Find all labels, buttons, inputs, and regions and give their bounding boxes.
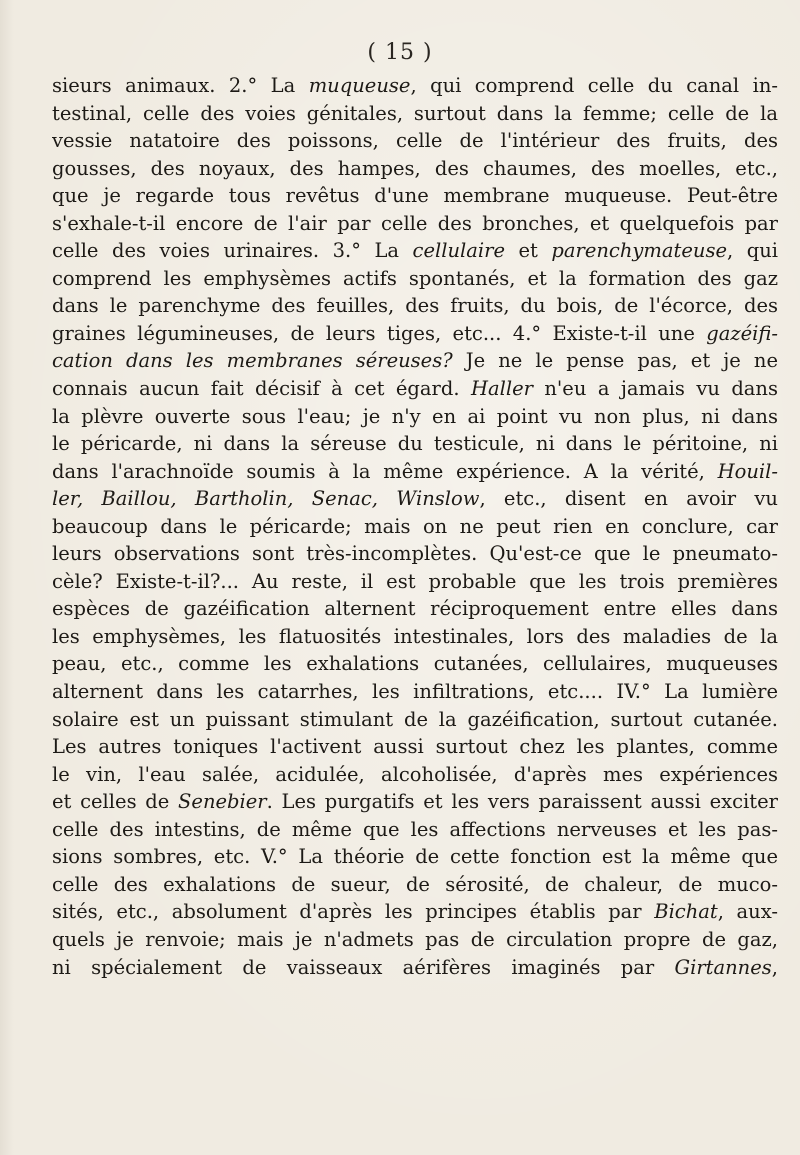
text-segment: s'exhale-t-il encore de l'air par celle des bronches, et quelquefois par — [52, 211, 778, 235]
text-segment: Les autres toniques l'activent aussi surtout chez les plantes, comme — [52, 735, 778, 759]
text-segment: vessie natatoire des poissons, celle de l'intérieur des fruits, des — [52, 129, 778, 153]
body-text — [52, 72, 778, 981]
text-line — [52, 926, 778, 954]
text-line — [52, 871, 778, 899]
text-segment: beaucoup dans le péricarde; mais on ne peut rien en conclure, car — [52, 514, 778, 538]
italic-text: Haller — [470, 377, 533, 401]
text-segment: Je ne le pense pas, et je ne — [452, 349, 778, 373]
italic-text: parenchymateuse — [551, 239, 728, 263]
text-segment: dans l'arachnoïde soumis à la même expérience. A la vérité, — [52, 459, 718, 483]
text-line — [52, 788, 778, 816]
text-segment: leurs observations sont très-incomplètes. Qu'est-ce que le pneumato- — [52, 542, 778, 566]
text-segment: peau, etc., comme les exhalations cutanées, cellulaires, muqueuses — [52, 652, 778, 676]
text-segment: et celles de — [52, 790, 179, 814]
text-segment: celle des exhalations de sueur, de sérosité, de chaleur, de muco- — [52, 872, 778, 896]
text-segment: que je regarde tous revêtus d'une membrane muqueuse. Peut-être — [52, 184, 778, 208]
text-segment: sieurs animaux. 2.° La — [52, 74, 309, 97]
text-segment: , aux- — [717, 900, 778, 924]
italic-text: cellulaire — [412, 239, 506, 263]
text-segment: gousses, des noyaux, des hampes, des chaumes, des moelles, etc., — [52, 156, 778, 180]
text-line — [52, 430, 778, 458]
text-line — [52, 320, 778, 348]
text-segment: comprend les emphysèmes actifs spontanés, et la formation des gaz — [52, 266, 778, 290]
text-line — [52, 237, 778, 265]
text-segment: sités, etc., absolument d'après les principes établis par — [52, 900, 655, 924]
text-line — [52, 706, 778, 734]
text-line — [52, 458, 778, 486]
italic-text: ler, Baillou, Bartholin, Senac, Winslow — [52, 487, 480, 511]
text-segment: ni spécialement de vaisseaux aérifères imaginés par — [52, 955, 675, 979]
italic-text: Bichat — [654, 900, 718, 924]
text-segment: celle des voies urinaires. 3.° La — [52, 239, 413, 263]
text-segment: cèle? Existe-t-il?... Au reste, il est probable que les trois premières — [52, 569, 778, 593]
italic-text: Senebier — [178, 790, 267, 814]
text-line — [52, 265, 778, 293]
text-segment: , — [771, 955, 778, 979]
text-segment: , qui comprend celle du canal in- — [410, 74, 778, 97]
text-line — [52, 650, 778, 678]
text-line — [52, 72, 778, 100]
text-line — [52, 843, 778, 871]
italic-text: cation dans les membranes séreuses? — [52, 349, 453, 373]
text-line — [52, 898, 778, 926]
text-segment: le péricarde, ni dans la séreuse du testicule, ni dans le péritoine, ni — [52, 432, 778, 456]
italic-text: Girtannes — [674, 955, 772, 979]
text-line — [52, 403, 778, 431]
text-line — [52, 595, 778, 623]
text-segment: testinal, celle des voies génitales, surtout dans la femme; celle de la — [52, 101, 778, 125]
text-segment: alternent dans les catarrhes, les infiltrations, etc.... IV.° La lumière — [52, 680, 778, 704]
text-segment: espèces de gazéification alternent réciproquement entre elles dans — [52, 597, 778, 621]
text-segment: sions sombres, etc. V.° La théorie de cette fonction est la même que — [52, 845, 778, 869]
italic-text: muqueuse — [308, 74, 411, 97]
text-segment: et — [505, 239, 552, 263]
text-segment: connais aucun fait décisif à cet égard. — [52, 377, 471, 401]
page-number: ( 15 ) — [367, 40, 433, 65]
text-segment: le vin, l'eau salée, acidulée, alcoholisée, d'après mes expériences — [52, 762, 778, 786]
text-line — [52, 375, 778, 403]
text-segment: dans le parenchyme des feuilles, des fruits, du bois, de l'écorce, des — [52, 294, 778, 318]
text-line — [52, 182, 778, 210]
text-line — [52, 678, 778, 706]
text-segment: , qui — [727, 239, 778, 263]
text-line — [52, 485, 778, 513]
text-line — [52, 347, 778, 375]
text-line — [52, 623, 778, 651]
text-line — [52, 210, 778, 238]
italic-text: Houil- — [717, 459, 778, 483]
italic-text: gazéifi- — [706, 321, 778, 345]
text-segment: celle des intestins, de même que les affections nerveuses et les pas- — [52, 817, 778, 841]
text-segment: solaire est un puissant stimulant de la gazéification, surtout cutanée. — [52, 707, 778, 731]
text-segment: quels je renvoie; mais je n'admets pas de circulation propre de gaz, — [52, 927, 778, 951]
text-segment: graines légumineuses, de leurs tiges, etc... 4.° Existe-t-il une — [52, 321, 707, 345]
text-line — [52, 761, 778, 789]
text-line — [52, 155, 778, 183]
text-line — [52, 513, 778, 541]
text-line — [52, 954, 778, 982]
text-segment: n'eu a jamais vu dans — [532, 377, 778, 401]
text-line — [52, 292, 778, 320]
text-segment: , etc., disent en avoir vu — [479, 487, 778, 511]
text-segment: les emphysèmes, les flatuosités intestinales, lors des maladies de la — [52, 624, 778, 648]
text-line — [52, 568, 778, 596]
text-segment: . Les purgatifs et les vers paraissent aussi exciter — [266, 790, 778, 814]
text-line — [52, 127, 778, 155]
text-line — [52, 733, 778, 761]
text-segment: la plèvre ouverte sous l'eau; je n'y en ai point vu non plus, ni dans — [52, 404, 778, 428]
text-line — [52, 100, 778, 128]
text-line — [52, 816, 778, 844]
text-line — [52, 540, 778, 568]
